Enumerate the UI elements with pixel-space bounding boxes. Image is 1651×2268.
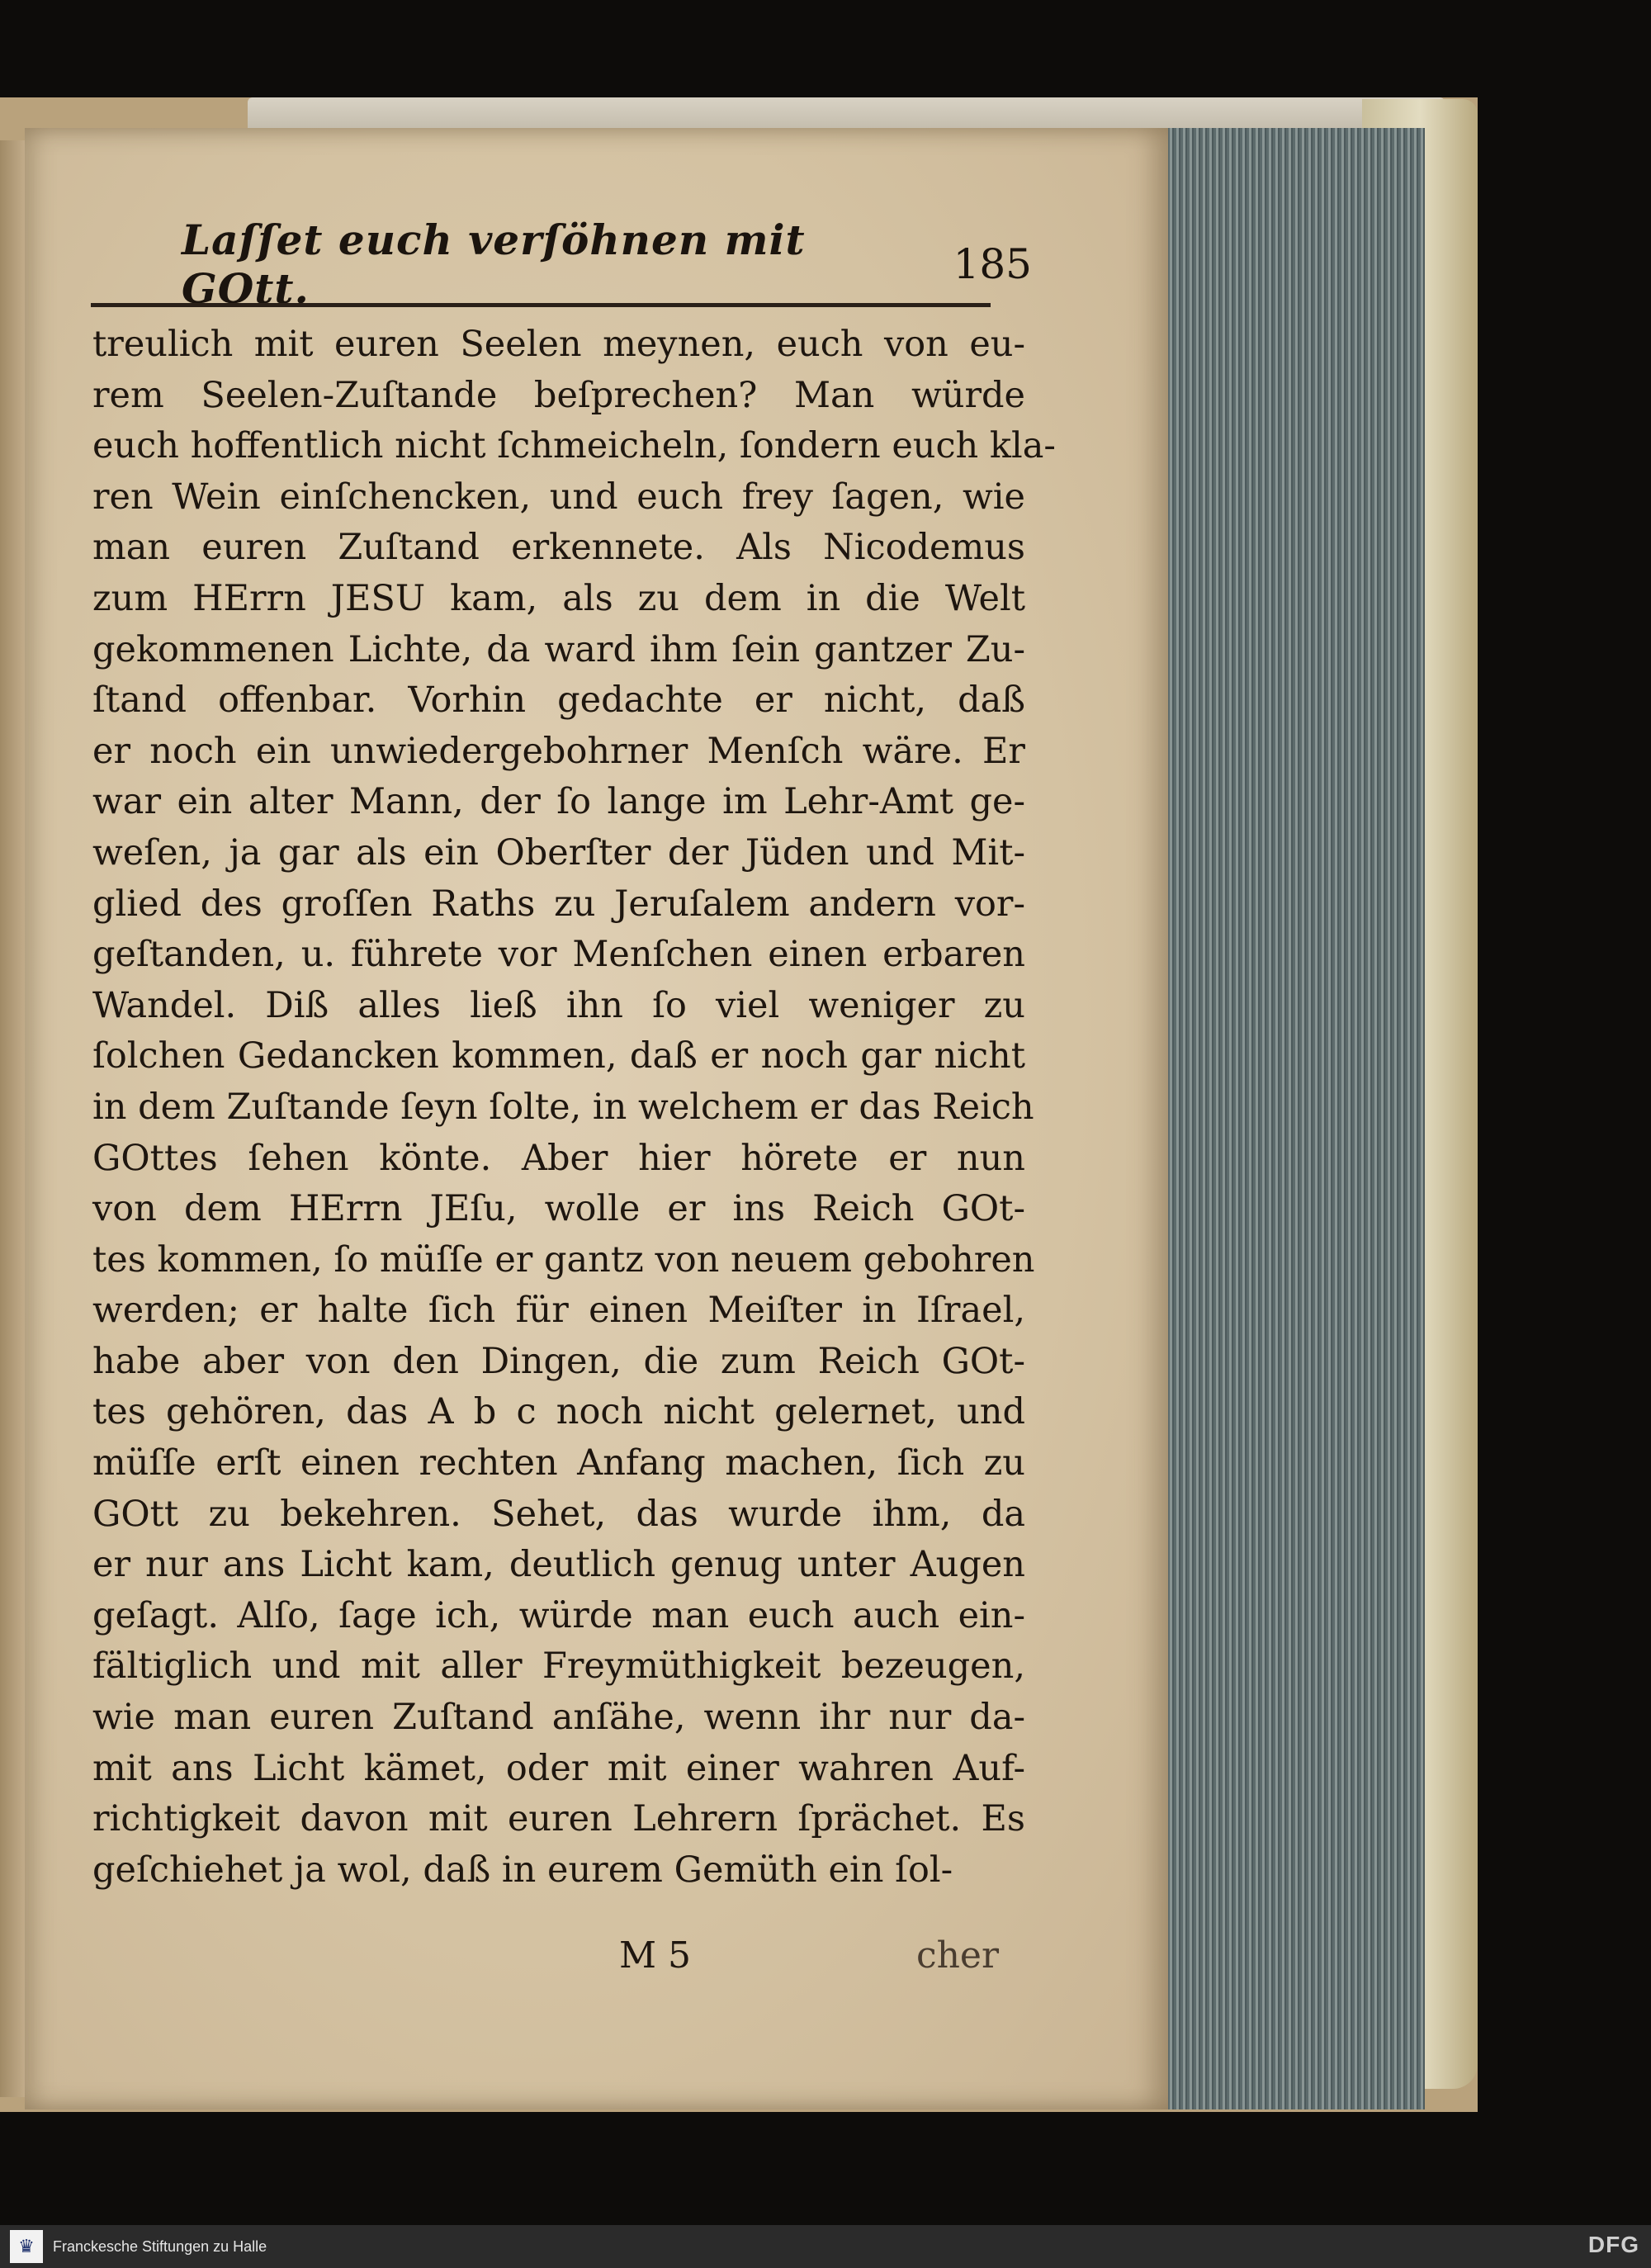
institution-name: Franckesche Stiftungen zu Halle [53,2237,267,2255]
text-line: ren Wein einſchencken, und euch frey ſagen, wie [92,476,1025,518]
text-line: müſſe erſt einen rechten Anfang machen, ſich zu [92,1442,1025,1484]
text-line: gekommenen Lichte, da ward ihm ſein gantzer Zu- [92,628,1025,670]
text-line: rem Seelen-Zuſtande beſprechen? Man würde [92,374,1025,416]
signature-mark: M 5 [619,1934,692,1977]
text-line: er nur ans Licht kam, deutlich genug unter Augen [92,1544,1025,1586]
text-line: geſchiehet ja wol, daß in eurem Gemüth ein ſol- [92,1849,953,1891]
text-line: ſolchen Gedancken kommen, daß er noch gar nicht [92,1035,1025,1077]
running-title: Laſſet euch verſöhnen mit GOtt. [182,215,806,313]
text-line: ſtand offenbar. Vorhin gedachte er nicht, daß [92,679,1025,722]
text-line: mit ans Licht kämet, oder mit einer wahren Auf- [92,1747,1025,1789]
text-line: Wandel. Diß alles ließ ihn ſo viel weniger zu [92,984,1025,1026]
text-line: tes gehören, das A b c noch nicht gelernet, und [92,1391,1025,1433]
institution-logo-icon: ♛ [10,2230,43,2263]
body-text [92,320,1056,1896]
catchword: cher [915,1934,999,1977]
page-number: 185 [953,240,1032,288]
header-rule [91,303,991,307]
text-line: war ein alter Mann, der ſo lange im Lehr-Amt ge- [92,781,1025,823]
text-line: fältiglich und mit aller Freymüthigkeit bezeugen, [92,1645,1025,1688]
text-line: wie man euren Zuſtand anſähe, wenn ihr nur da- [92,1697,1025,1739]
text-line: treulich mit euren Seelen meynen, euch von eu- [92,324,1025,365]
text-line: habe aber von den Dingen, die zum Reich GOt- [92,1340,1025,1382]
book-page [25,128,1168,2109]
text-line: GOtt zu bekehren. Sehet, das wurde ihm, da [92,1493,1025,1535]
text-line: geſagt. Alſo, ſage ich, würde man euch auch ein- [92,1594,1025,1636]
viewer-footer-bar [0,2225,1651,2268]
text-line: GOttes ſehen könte. Aber hier hörete er nun [92,1137,1025,1179]
text-line: von dem HErrn JEſu, wolle er ins Reich GOt- [92,1188,1025,1230]
text-line: werden; er halte ſich für einen Meiſter in Iſrael, [92,1290,1025,1332]
text-line: er noch ein unwiedergebohrner Menſch wäre. Er [92,730,1025,772]
running-head [182,215,1032,313]
page-footer [520,1934,999,1992]
text-line: tes kommen, ſo müſſe er gantz von neuem gebohren [92,1238,1035,1281]
text-line: man euren Zuſtand erkennete. Als Nicodemus [92,527,1025,569]
text-line: geſtanden, u. führete vor Menſchen einen erbaren [92,934,1025,976]
text-line: euch hoffentlich nicht ſchmeicheln, ſondern euch kla- [92,425,1056,467]
text-line: zum HErrn JESU kam, als zu dem in die Welt [92,577,1025,619]
text-line: weſen, ja gar als ein Oberſter der Jüden und Mit- [92,831,1025,874]
text-line: richtigkeit davon mit euren Lehrern ſprächet. Es [92,1798,1025,1840]
text-line: glied des groſſen Raths zu Jeruſalem andern vor- [92,883,1025,925]
text-line: in dem Zuſtande ſeyn ſolte, in welchem er das Reich [92,1086,1034,1128]
dfg-logo: DFG [1587,2232,1639,2257]
